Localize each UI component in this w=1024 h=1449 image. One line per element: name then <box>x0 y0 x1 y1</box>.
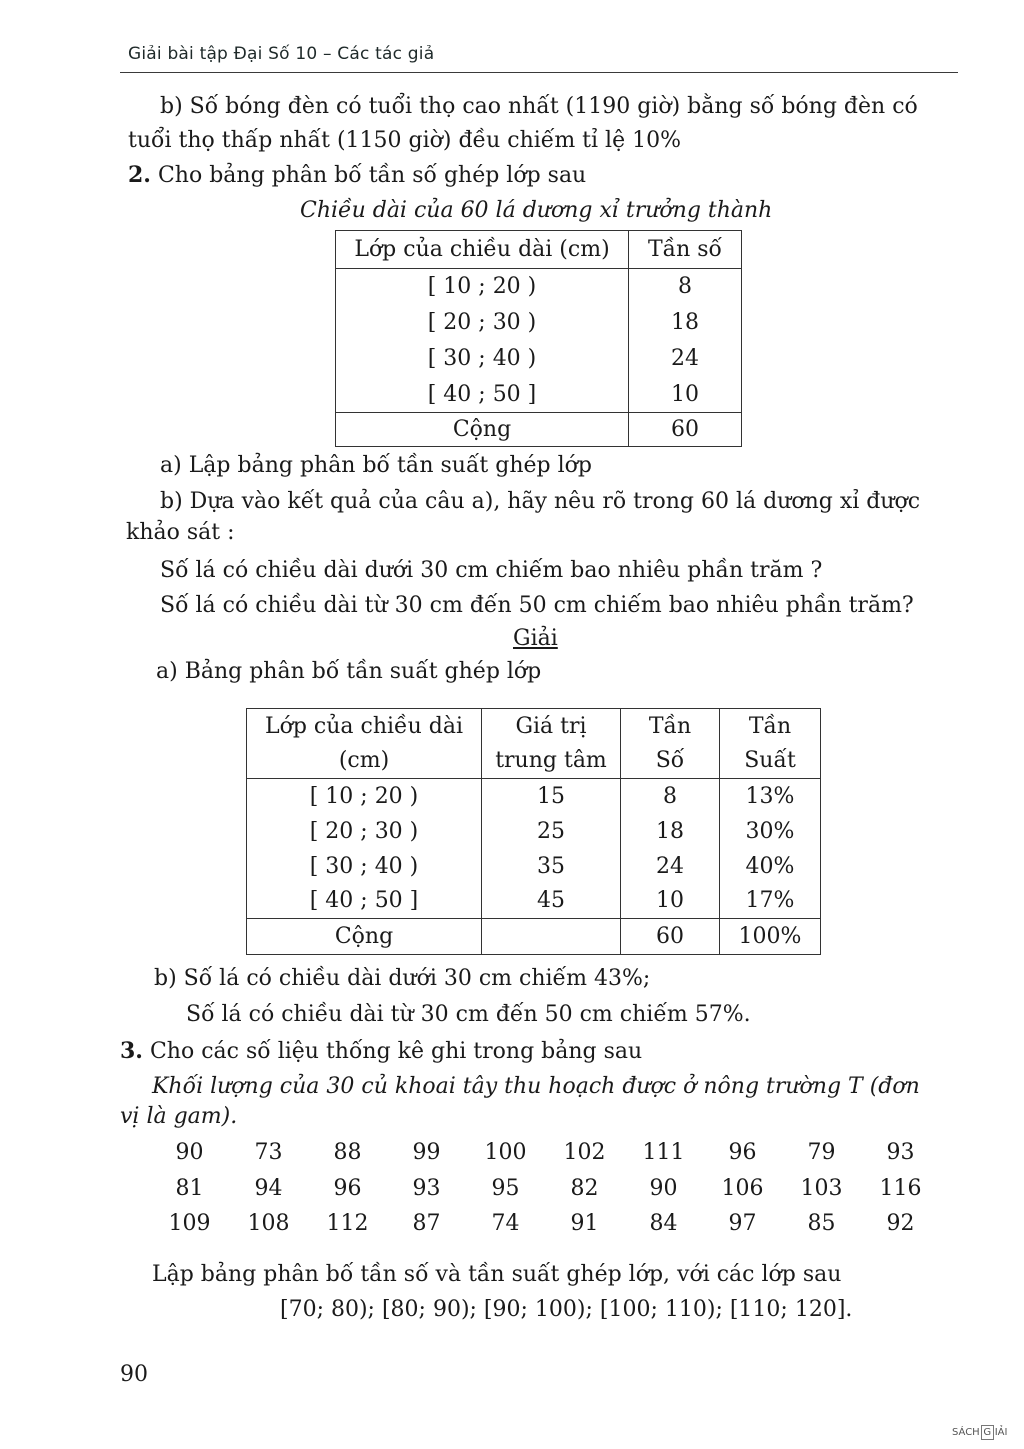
table-2-total-label: Cộng <box>247 919 482 955</box>
data-value: 87 <box>412 1211 441 1236</box>
data-value: 100 <box>484 1140 527 1165</box>
table-2-total-frequency: 60 <box>621 919 720 955</box>
question-b-line-4: Số lá có chiều dài từ 30 cm đến 50 cm chiếm bao nhiêu phần trăm? <box>160 593 914 618</box>
data-value: 106 <box>721 1176 764 1201</box>
data-value: 93 <box>412 1176 441 1201</box>
table-2-cell: 40% <box>720 849 821 884</box>
header-line: Số <box>655 747 685 773</box>
header-line: Giá trị <box>515 713 587 739</box>
data-value: 103 <box>800 1176 843 1201</box>
intro-line-2: tuổi thọ thấp nhất (1150 giờ) đều chiếm tỉ lệ 10% <box>128 128 681 153</box>
question-b-line-2: khảo sát : <box>126 520 235 545</box>
header-line: trung tâm <box>495 747 607 773</box>
table-2-cell: 13% <box>720 779 821 814</box>
problem-3-task: Lập bảng phân bố tần số và tần suất ghép lớp, với các lớp sau <box>152 1262 842 1287</box>
problem-3-heading <box>120 1040 642 1063</box>
table-2-cell: 30% <box>720 814 821 849</box>
data-value: 108 <box>247 1211 290 1236</box>
logo-box: G <box>981 1425 994 1440</box>
table-2-cell: 8 <box>621 779 720 814</box>
solution-label: Giải <box>513 626 558 651</box>
data-value: 95 <box>491 1176 520 1201</box>
table-2-cell: 25 <box>482 814 621 849</box>
data-value: 97 <box>728 1211 757 1236</box>
table-1-cell: 24 <box>629 341 742 377</box>
problem-2-heading <box>128 164 586 187</box>
table-1-cell: 8 <box>629 269 742 305</box>
question-a: a) Lập bảng phân bố tần suất ghép lớp <box>160 453 592 478</box>
data-value: 93 <box>886 1140 915 1165</box>
table-1-total-label: Cộng <box>336 413 629 447</box>
table-2-cell: 24 <box>621 849 720 884</box>
table-1-title: Chiều dài của 60 lá dương xỉ trưởng thành <box>300 198 773 223</box>
table-1-header-class: Lớp của chiều dài (cm) <box>336 231 629 269</box>
data-row-1 <box>150 1140 940 1165</box>
data-value: 84 <box>649 1211 678 1236</box>
table-1-cell: [ 20 ; 30 ) <box>336 305 629 341</box>
data-value: 81 <box>175 1176 204 1201</box>
table-2-cell: 10 <box>621 884 720 919</box>
logo-text-left: SÁCH <box>952 1427 980 1438</box>
table-2-header-relative-frequency <box>720 709 821 779</box>
data-value: 96 <box>333 1176 362 1201</box>
header-line: Lớp của chiều dài <box>265 713 463 739</box>
solution-a: a) Bảng phân bố tần suất ghép lớp <box>156 659 542 684</box>
header-line: Suất <box>744 747 796 773</box>
data-value: 74 <box>491 1211 520 1236</box>
data-value: 91 <box>570 1211 599 1236</box>
solution-b-line-2: Số lá có chiều dài từ 30 cm đến 50 cm chiếm 57%. <box>186 1002 751 1027</box>
table-1-cell: [ 40 ; 50 ] <box>336 377 629 413</box>
header-line: Tần <box>648 713 692 739</box>
header-rule <box>120 72 958 73</box>
problem-2-number: 2. <box>128 162 151 188</box>
problem-2-statement: Cho bảng phân bố tần số ghép lớp sau <box>157 163 587 188</box>
data-value: 90 <box>649 1176 678 1201</box>
table-2-cell: 15 <box>482 779 621 814</box>
data-value: 92 <box>886 1211 915 1236</box>
page-number: 90 <box>120 1362 148 1387</box>
data-value: 111 <box>642 1140 685 1165</box>
table-1-header-frequency: Tần số <box>629 231 742 269</box>
table-2-header-frequency <box>621 709 720 779</box>
frequency-table <box>335 230 742 447</box>
data-value: 116 <box>879 1176 922 1201</box>
logo-text-right: IẢI <box>994 1427 1008 1438</box>
table-2-cell: 35 <box>482 849 621 884</box>
publisher-logo <box>952 1425 1007 1440</box>
problem-3-description-line-1: Khối lượng của 30 củ khoai tây thu hoạch được ở nông trường T (đơn <box>152 1074 920 1099</box>
table-1-cell: [ 30 ; 40 ) <box>336 341 629 377</box>
data-value: 109 <box>168 1211 211 1236</box>
data-value: 88 <box>333 1140 362 1165</box>
data-value: 90 <box>175 1140 204 1165</box>
table-2-total-relative: 100% <box>720 919 821 955</box>
table-2-cell: [ 30 ; 40 ) <box>247 849 482 884</box>
intro-line-1: b) Số bóng đèn có tuổi thọ cao nhất (1190 giờ) bằng số bóng đèn có <box>160 94 918 119</box>
table-2-cell: [ 20 ; 30 ) <box>247 814 482 849</box>
table-2-cell: [ 40 ; 50 ] <box>247 884 482 919</box>
question-b-line-1: b) Dựa vào kết quả của câu a), hãy nêu rõ trong 60 lá dương xỉ được <box>160 489 921 514</box>
table-2-cell: 45 <box>482 884 621 919</box>
problem-3-number: 3. <box>120 1038 143 1064</box>
solution-b-line-1: b) Số lá có chiều dài dưới 30 cm chiếm 43%; <box>154 966 651 991</box>
question-b-line-3: Số lá có chiều dài dưới 30 cm chiếm bao nhiêu phần trăm ? <box>160 558 823 583</box>
data-row-2 <box>150 1176 940 1201</box>
problem-3-classes: [70; 80); [80; 90); [90; 100); [100; 110); [110; 120]. <box>280 1297 853 1322</box>
table-1-cell: [ 10 ; 20 ) <box>336 269 629 305</box>
data-value: 85 <box>807 1211 836 1236</box>
data-value: 99 <box>412 1140 441 1165</box>
table-2-header-midpoint <box>482 709 621 779</box>
relative-frequency-table <box>246 708 821 955</box>
table-1-cell: 10 <box>629 377 742 413</box>
running-header: Giải bài tập Đại Số 10 – Các tác giả <box>128 44 435 64</box>
table-2-cell: 18 <box>621 814 720 849</box>
data-value: 112 <box>326 1211 369 1236</box>
problem-3-statement: Cho các số liệu thống kê ghi trong bảng sau <box>149 1039 643 1064</box>
table-2-cell: [ 10 ; 20 ) <box>247 779 482 814</box>
header-line: Tần <box>748 713 792 739</box>
data-value: 73 <box>254 1140 283 1165</box>
table-2-header-class <box>247 709 482 779</box>
data-value: 79 <box>807 1140 836 1165</box>
data-row-3 <box>150 1211 940 1236</box>
table-2-total-empty <box>482 919 621 955</box>
header-line: (cm) <box>338 747 390 773</box>
data-value: 94 <box>254 1176 283 1201</box>
data-value: 96 <box>728 1140 757 1165</box>
data-value: 102 <box>563 1140 606 1165</box>
problem-3-description-line-2: vị là gam). <box>120 1104 238 1129</box>
data-value: 82 <box>570 1176 599 1201</box>
table-1-total-value: 60 <box>629 413 742 447</box>
table-1-cell: 18 <box>629 305 742 341</box>
table-2-cell: 17% <box>720 884 821 919</box>
